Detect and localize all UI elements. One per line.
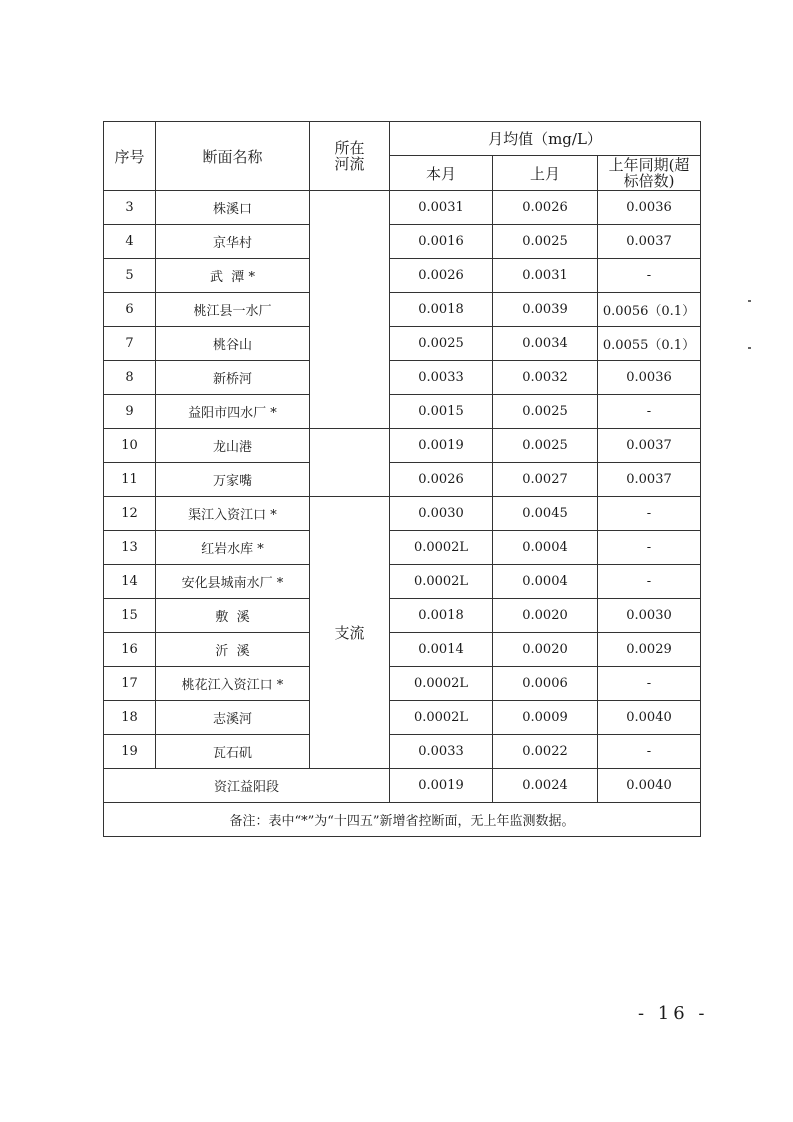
cell-this-month: 0.0002L — [390, 531, 493, 565]
cell-seq: 6 — [104, 293, 156, 327]
cell-section-name: 益阳市四水厂 * — [156, 395, 310, 429]
table-row — [104, 667, 701, 701]
cell-seq: 3 — [104, 191, 156, 225]
summary-row — [104, 769, 701, 803]
cell-this-month: 0.0030 — [390, 497, 493, 531]
cell-seq: 19 — [104, 735, 156, 769]
cell-last-year: 0.0037 — [598, 463, 701, 497]
cell-river-tributary: 支流 — [310, 497, 390, 769]
cell-section-name: 株溪口 — [156, 191, 310, 225]
cell-last-month: 0.0022 — [493, 735, 598, 769]
cell-this-month: 0.0002L — [390, 701, 493, 735]
col-header-seq: 序号 — [104, 122, 156, 191]
col-header-last-year — [598, 156, 701, 191]
cell-last-year: - — [598, 667, 701, 701]
cell-section-name: 志溪河 — [156, 701, 310, 735]
cell-section-name: 京华村 — [156, 225, 310, 259]
table-row — [104, 599, 701, 633]
summary-last-year: 0.0040 — [598, 769, 701, 803]
cell-last-year: 0.0029 — [598, 633, 701, 667]
cell-this-month: 0.0018 — [390, 293, 493, 327]
cell-section-name: 桃谷山 — [156, 327, 310, 361]
col-header-river — [310, 122, 390, 191]
cell-section-name: 龙山港 — [156, 429, 310, 463]
cell-section-name: 红岩水库 * — [156, 531, 310, 565]
cell-seq: 5 — [104, 259, 156, 293]
table-row — [104, 395, 701, 429]
cell-last-month: 0.0025 — [493, 429, 598, 463]
cell-last-year: - — [598, 565, 701, 599]
cell-this-month: 0.0018 — [390, 599, 493, 633]
col-header-last-year-line1: 上年同期(超 — [608, 156, 690, 174]
cell-last-year: 0.0037 — [598, 225, 701, 259]
cell-seq: 15 — [104, 599, 156, 633]
cell-section-name: 桃花江入资江口 * — [156, 667, 310, 701]
cell-section-name: 沂 溪 — [156, 633, 310, 667]
cell-this-month: 0.0019 — [390, 429, 493, 463]
table-row — [104, 225, 701, 259]
cell-last-month: 0.0004 — [493, 565, 598, 599]
table-row — [104, 327, 701, 361]
table-row — [104, 701, 701, 735]
cell-section-name: 敷 溪 — [156, 599, 310, 633]
monitoring-table — [103, 121, 701, 837]
cell-last-year: - — [598, 259, 701, 293]
col-header-river-line1: 所在 — [334, 139, 365, 157]
cell-last-month: 0.0045 — [493, 497, 598, 531]
cell-section-name: 新桥河 — [156, 361, 310, 395]
cell-last-month: 0.0009 — [493, 701, 598, 735]
cell-seq: 8 — [104, 361, 156, 395]
table-row — [104, 293, 701, 327]
table-row — [104, 531, 701, 565]
cell-last-year: 0.0055（0.1） — [598, 327, 701, 361]
cell-seq: 10 — [104, 429, 156, 463]
table-row — [104, 735, 701, 769]
cell-seq: 17 — [104, 667, 156, 701]
cell-this-month: 0.0031 — [390, 191, 493, 225]
summary-label: 资江益阳段 — [104, 769, 390, 803]
cell-last-year: - — [598, 395, 701, 429]
summary-this-month: 0.0019 — [390, 769, 493, 803]
table-row — [104, 191, 701, 225]
cell-section-name: 瓦石矶 — [156, 735, 310, 769]
cell-last-month: 0.0034 — [493, 327, 598, 361]
table-row — [104, 633, 701, 667]
page-number: - 16 - — [638, 1003, 709, 1024]
cell-seq: 18 — [104, 701, 156, 735]
col-header-monthly: 月均值（mg/L） — [390, 122, 701, 156]
cell-last-month: 0.0031 — [493, 259, 598, 293]
cell-last-month: 0.0020 — [493, 599, 598, 633]
scan-speck — [748, 347, 751, 349]
cell-this-month: 0.0026 — [390, 259, 493, 293]
cell-seq: 9 — [104, 395, 156, 429]
cell-seq: 13 — [104, 531, 156, 565]
table-row — [104, 463, 701, 497]
col-header-last-month: 上月 — [493, 156, 598, 191]
cell-section-name: 渠江入资江口 * — [156, 497, 310, 531]
cell-last-year: 0.0040 — [598, 701, 701, 735]
cell-last-year: - — [598, 497, 701, 531]
cell-river-blank — [310, 191, 390, 429]
cell-this-month: 0.0025 — [390, 327, 493, 361]
cell-river-blank — [310, 429, 390, 497]
note-row — [104, 803, 701, 837]
cell-this-month: 0.0033 — [390, 361, 493, 395]
cell-last-year: - — [598, 531, 701, 565]
cell-this-month: 0.0014 — [390, 633, 493, 667]
cell-last-year: 0.0036 — [598, 191, 701, 225]
table-row — [104, 259, 701, 293]
cell-this-month: 0.0015 — [390, 395, 493, 429]
cell-seq: 12 — [104, 497, 156, 531]
cell-this-month: 0.0002L — [390, 667, 493, 701]
cell-last-year: 0.0036 — [598, 361, 701, 395]
cell-last-month: 0.0026 — [493, 191, 598, 225]
table-row — [104, 497, 701, 531]
cell-section-name: 万家嘴 — [156, 463, 310, 497]
cell-this-month: 0.0033 — [390, 735, 493, 769]
col-header-this-month: 本月 — [390, 156, 493, 191]
table-row — [104, 361, 701, 395]
cell-seq: 16 — [104, 633, 156, 667]
cell-last-month: 0.0027 — [493, 463, 598, 497]
cell-seq: 7 — [104, 327, 156, 361]
col-header-section: 断面名称 — [156, 122, 310, 191]
cell-last-month: 0.0025 — [493, 225, 598, 259]
header-row — [104, 122, 701, 156]
summary-last-month: 0.0024 — [493, 769, 598, 803]
cell-last-year: 0.0037 — [598, 429, 701, 463]
cell-this-month: 0.0002L — [390, 565, 493, 599]
cell-this-month: 0.0026 — [390, 463, 493, 497]
cell-section-name: 武 潭 * — [156, 259, 310, 293]
cell-last-month: 0.0032 — [493, 361, 598, 395]
cell-last-month: 0.0025 — [493, 395, 598, 429]
cell-last-month: 0.0039 — [493, 293, 598, 327]
cell-last-month: 0.0020 — [493, 633, 598, 667]
col-header-river-line2: 河流 — [334, 155, 365, 173]
cell-seq: 4 — [104, 225, 156, 259]
cell-last-year: 0.0056（0.1） — [598, 293, 701, 327]
cell-last-year: - — [598, 735, 701, 769]
cell-seq: 14 — [104, 565, 156, 599]
cell-last-month: 0.0006 — [493, 667, 598, 701]
table-row — [104, 565, 701, 599]
cell-this-month: 0.0016 — [390, 225, 493, 259]
cell-seq: 11 — [104, 463, 156, 497]
cell-last-month: 0.0004 — [493, 531, 598, 565]
table-note: 备注：表中“*”为“十四五”新增省控断面，无上年监测数据。 — [104, 803, 701, 837]
col-header-last-year-line2: 标倍数) — [623, 172, 675, 190]
scan-speck — [748, 300, 751, 302]
table-row — [104, 429, 701, 463]
cell-section-name: 安化县城南水厂 * — [156, 565, 310, 599]
cell-section-name: 桃江县一水厂 — [156, 293, 310, 327]
cell-last-year: 0.0030 — [598, 599, 701, 633]
